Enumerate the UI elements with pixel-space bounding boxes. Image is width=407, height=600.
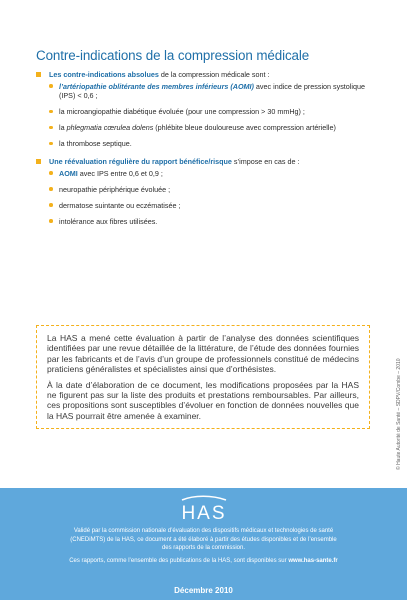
bullet-dot-icon bbox=[49, 142, 53, 146]
footer-paragraph: Validé par la commission nationale d’évaluation des dispositifs médicaux et technologies de santé (CNEDiMTS) de la HAS, ce document a été élaboré à partir des études disponibles et de l’ensemble des rapports de la commission. bbox=[70, 528, 337, 552]
lead-rest: de la compression médicale sont : bbox=[158, 70, 270, 79]
has-logo-icon bbox=[168, 494, 240, 522]
square-bullet-icon bbox=[36, 159, 41, 164]
item-text: la bbox=[59, 123, 67, 133]
item-bold: l’artériopathie oblitérante des membres inférieurs (AOMI) bbox=[59, 81, 254, 91]
list-item bbox=[49, 217, 376, 227]
footer-text bbox=[68, 527, 339, 569]
item-text: la microangiopathie diabétique évoluée (pour une compression > 30 mmHg) ; bbox=[59, 107, 305, 117]
evaluation-info-box bbox=[36, 325, 370, 429]
publication-date: Décembre 2010 bbox=[174, 586, 233, 595]
item-italic: phlegmatia cœrulea dolens bbox=[66, 123, 154, 133]
page-title: Contre-indications de la compression médicale bbox=[36, 48, 310, 63]
item-text: intolérance aux fibres utilisées. bbox=[59, 216, 158, 226]
item-text: neuropathie périphérique évoluée ; bbox=[59, 184, 171, 194]
bullet-dot-icon bbox=[49, 110, 53, 114]
copyright-credit: © Haute Autorité de Santé – SDPV/Combe – 2010 bbox=[396, 358, 402, 470]
list-item bbox=[49, 123, 376, 133]
list-item bbox=[49, 201, 376, 211]
square-bullet-icon bbox=[36, 72, 41, 77]
item-text: avec indice de pression systolique (IPS) < 0,6 ; bbox=[59, 81, 365, 101]
item-text: avec IPS entre 0,6 et 0,9 ; bbox=[77, 168, 163, 178]
website-link[interactable]: www.has-sante.fr bbox=[288, 557, 338, 564]
list-item bbox=[49, 139, 376, 149]
item-text: (phlébite bleue douloureuse avec compression artérielle) bbox=[153, 123, 336, 133]
bullet-dot-icon bbox=[49, 126, 53, 130]
lead-bold: Une réévaluation régulière du rapport bénéfice/risque bbox=[49, 157, 232, 166]
list-item bbox=[49, 185, 376, 195]
bullet-list bbox=[36, 82, 376, 149]
section-lead bbox=[36, 157, 376, 167]
bullet-dot-icon bbox=[49, 219, 53, 223]
item-bold: AOMI bbox=[59, 168, 78, 178]
item-text: la thrombose septique. bbox=[59, 139, 132, 149]
footer bbox=[0, 488, 407, 600]
bullet-dot-icon bbox=[49, 187, 53, 191]
footer-paragraph bbox=[68, 557, 339, 566]
lead-bold: Les contre-indications absolues bbox=[49, 70, 159, 79]
lead-rest: s’impose en cas de : bbox=[231, 157, 300, 166]
reevaluation-section bbox=[36, 157, 376, 233]
bullet-dot-icon bbox=[49, 171, 53, 175]
absolute-contraindications-section bbox=[36, 70, 376, 156]
svg-text:HAS: HAS bbox=[181, 503, 227, 522]
info-paragraph: La HAS a mené cette évaluation à partir de l’analyse des données scientifiques identifiées par une revue détaillée de la littérature, de l’étude des données fournies par les fabricants et de l’avis d’un groupe de professionnels constitué de médecins praticiens généralistes et spécialistes ainsi que d’orthésistes. bbox=[47, 333, 359, 375]
bullet-list bbox=[36, 169, 376, 227]
bullet-dot-icon bbox=[49, 203, 53, 207]
section-lead bbox=[36, 70, 376, 80]
footer-text-span: Ces rapports, comme l’ensemble des publications de la HAS, sont disponibles sur bbox=[69, 557, 289, 564]
info-paragraph: À la date d’élaboration de ce document, les modifications proposées par la HAS ne figurent pas sur la liste des produits et prestations remboursables. Par ailleurs, ces propositions sont susceptibles d’évoluer en fonction de données nouvelles que la HAS pourrait être amenée à examiner. bbox=[47, 379, 359, 421]
item-text: dermatose suintante ou eczématisée ; bbox=[59, 200, 181, 210]
list-item bbox=[49, 169, 376, 179]
bullet-dot-icon bbox=[49, 84, 53, 88]
list-item bbox=[49, 107, 376, 117]
list-item bbox=[49, 82, 376, 101]
